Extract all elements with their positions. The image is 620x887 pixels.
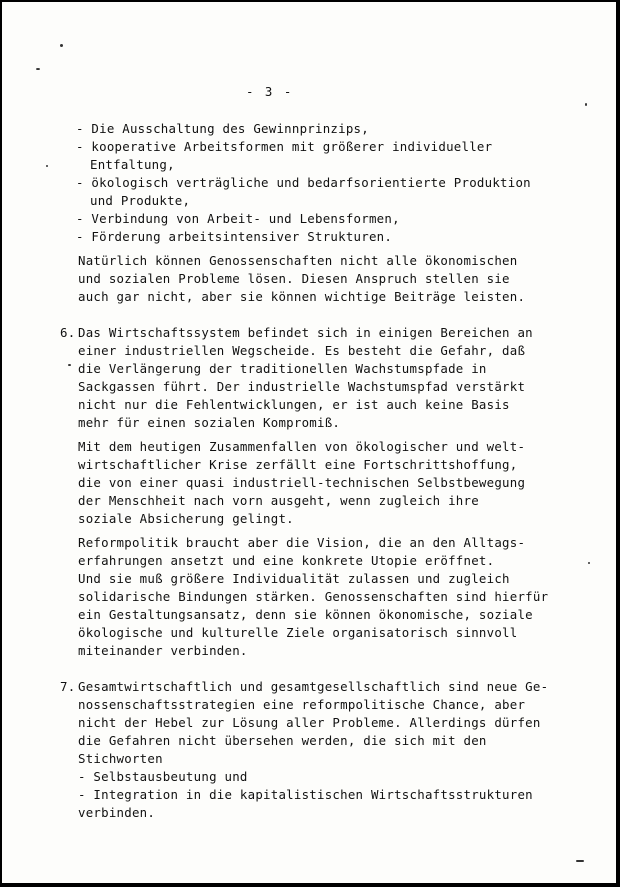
section-number: 6. — [60, 325, 76, 340]
text-line: solidarische Bindungen stärken. Genossenschaften sind hierfür — [78, 589, 549, 604]
text-line: erfahrungen ansetzt und eine konkrete Utopie eröffnet. — [78, 553, 495, 568]
scan-speck — [576, 860, 584, 862]
bullet-item: - ökologisch verträgliche und bedarfsorientierte Produktion — [76, 175, 531, 190]
text-line: und sozialen Probleme lösen. Diesen Anspruch stellen sie — [78, 271, 510, 286]
text-line: nicht der Hebel zur Lösung aller Probleme. Allerdings dürfen — [78, 715, 541, 730]
text-line: Natürlich können Genossenschaften nicht alle ökonomischen — [78, 253, 518, 268]
scan-speck — [46, 165, 48, 167]
text-line: die von einer quasi industriell-technischen Selbstbewegung — [78, 475, 526, 490]
page-number: - 3 - — [246, 84, 294, 99]
text-line: nossenschaftsstrategien eine reformpolitische Chance, aber — [78, 697, 526, 712]
text-line: auch gar nicht, aber sie können wichtige Beiträge leisten. — [78, 289, 526, 304]
bullet-item: - Die Ausschaltung des Gewinnprinzips, — [76, 121, 369, 136]
bullet-item: - Förderung arbeitsintensiver Strukturen. — [76, 229, 393, 244]
text-line: ökologische und kulturelle Ziele organisatorisch sinnvoll — [78, 625, 518, 640]
text-line: soziale Absicherung gelingt. — [78, 511, 294, 526]
text-line: die Gefahren nicht übersehen werden, die sich mit den — [78, 733, 487, 748]
text-line: die Verlängerung der traditionellen Wachstumspfade in — [78, 361, 487, 376]
bullet-item: - kooperative Arbeitsformen mit größerer individueller — [76, 139, 493, 154]
bullet-item: - Integration in die kapitalistischen Wirtschaftsstrukturen — [78, 787, 533, 802]
text-line: Sackgassen führt. Der industrielle Wachstumspfad verstärkt — [78, 379, 526, 394]
document-page — [2, 2, 616, 883]
text-line: miteinander verbinden. — [78, 643, 248, 658]
text-line: Das Wirtschaftssystem befindet sich in einigen Bereichen an — [78, 325, 533, 340]
text-line: der Menschheit nach vorn ausgeht, wenn zugleich ihre — [78, 493, 479, 508]
section-number: 7. — [60, 679, 76, 694]
scan-speck — [588, 562, 590, 564]
text-line: ein Gestaltungsansatz, denn sie können ökonomische, soziale — [78, 607, 533, 622]
text-line: Und sie muß größere Individualität zulassen und zugleich — [78, 571, 510, 586]
text-line: nicht nur die Fehlentwicklungen, er ist auch keine Basis — [78, 397, 510, 412]
scan-speck — [68, 364, 71, 366]
scan-speck — [60, 44, 63, 47]
text-line: einer industriellen Wegscheide. Es besteht die Gefahr, daß — [78, 343, 526, 358]
text-line: verbinden. — [78, 805, 156, 820]
text-line: Gesamtwirtschaftlich und gesamtgesellschaftlich sind neue Ge- — [78, 679, 549, 694]
bullet-item: - Verbindung von Arbeit- und Lebensformen, — [76, 211, 400, 226]
text-line: wirtschaftlicher Krise zerfällt eine Fortschrittshoffung, — [78, 457, 518, 472]
text-line: Reformpolitik braucht aber die Vision, die an den Alltags- — [78, 535, 526, 550]
bullet-item-continuation: und Produkte, — [90, 193, 191, 208]
bullet-item-continuation: Entfaltung, — [90, 157, 175, 172]
text-line: mehr für einen sozialen Kompromiß. — [78, 415, 341, 430]
scan-speck — [36, 68, 40, 70]
text-line: Stichworten — [78, 751, 163, 766]
text-line: Mit dem heutigen Zusammenfallen von ökologischer und welt- — [78, 439, 526, 454]
scan-speck — [585, 103, 587, 106]
bullet-item: - Selbstausbeutung und — [78, 769, 248, 784]
